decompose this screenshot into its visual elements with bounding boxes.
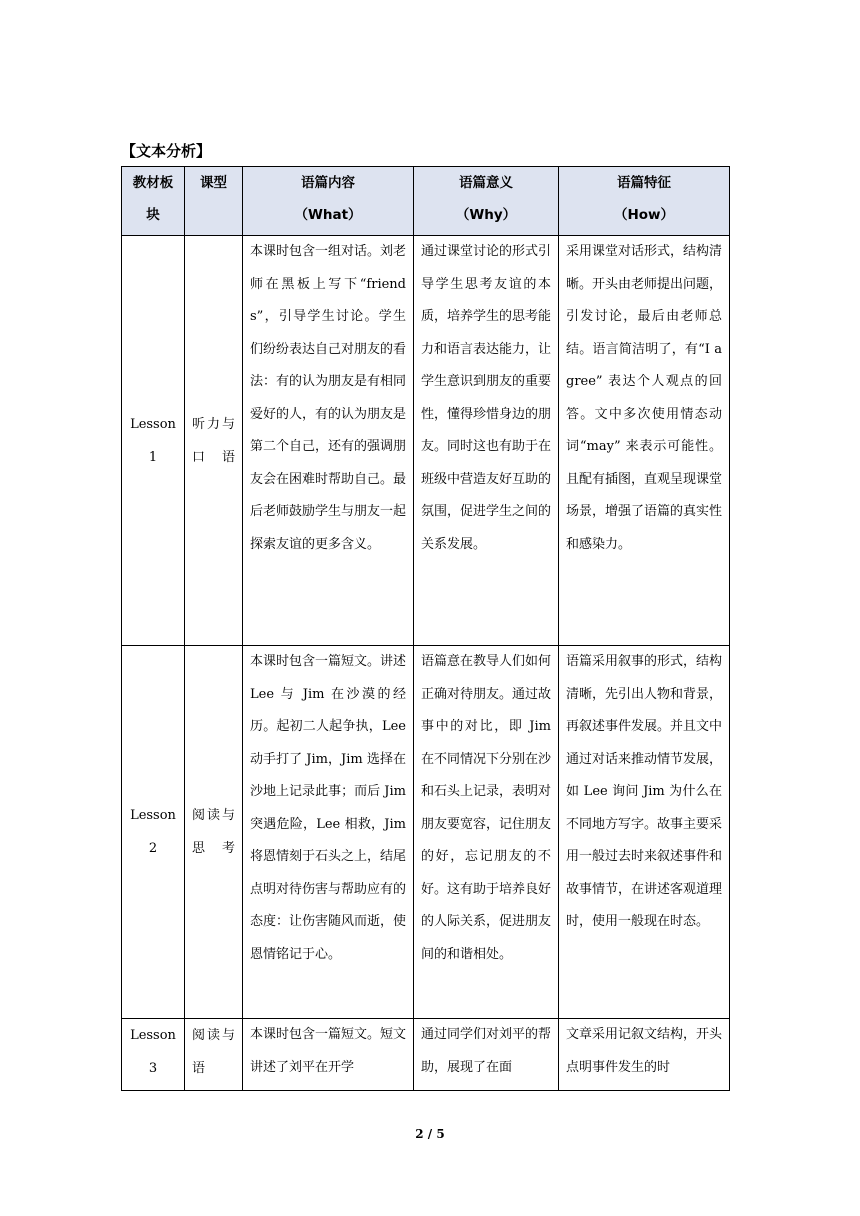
header-lesson-type: 课型 (185, 167, 243, 236)
table-row (122, 236, 730, 646)
how-cell: 文章采用记叙文结构，开头点明事件发生的时 (559, 1019, 730, 1091)
why-cell: 语篇意在教导人们如何正确对待朋友。通过故事中的对比，即 Jim 在不同情况下分别在沙和石头上记录，表明对朋友要宽容，记住朋友的好，忘记朋友的不好。这有助于培养良好的人际关系，促进朋友间的和谐相处。 (414, 646, 559, 1019)
lesson-cell: Lesson 1 (122, 236, 185, 646)
header-why: 语篇意义 （Why） (414, 167, 559, 236)
how-cell: 语篇采用叙事的形式，结构清晰，先引出人物和背景，再叙述事件发展。并且文中通过对话来推动情节发展，如 Lee 询问 Jim 为什么在不同地方写字。故事主要采用一般过去时来叙述事件和故事情节，在讲述客观道理时，使用一般现在时态。 (559, 646, 730, 1019)
lesson-type-cell: 阅读与语 (185, 1019, 243, 1091)
table-header-row (122, 167, 730, 236)
header-module: 教材板 块 (122, 167, 185, 236)
table-row (122, 646, 730, 1019)
what-cell: 本课时包含一篇短文。讲述 Lee 与 Jim 在沙漠的经历。起初二人起争执，Lee 动手打了 Jim，Jim 选择在沙地上记录此事；而后 Jim 突遇危险，Lee 相救，Jim 将恩情刻于石头之上，结尾点明对待伤害与帮助应有的态度：让伤害随风而逝，使恩情铭记于心。 (243, 646, 414, 1019)
what-cell: 本课时包含一组对话。刘老师在黑板上写下“friends”，引导学生讨论。学生们纷纷表达自己对朋友的看法：有的认为朋友是有相同爱好的人，有的认为朋友是第二个自己，还有的强调朋友会在困难时帮助自己。最后老师鼓励学生与朋友一起探索友谊的更多含义。 (243, 236, 414, 646)
page-number: 2 / 5 (415, 1127, 445, 1141)
lesson-type-cell: 阅读与思考 (185, 646, 243, 1019)
why-cell: 通过课堂讨论的形式引导学生思考友谊的本质，培养学生的思考能力和语言表达能力，让学生意识到朋友的重要性，懂得珍惜身边的朋友。同时这也有助于在班级中营造友好互助的氛围，促进学生之间的关系发展。 (414, 236, 559, 646)
lesson-type-cell: 听力与口语 (185, 236, 243, 646)
header-how: 语篇特征 （How） (559, 167, 730, 236)
text-analysis-table (121, 166, 730, 1091)
what-cell: 本课时包含一篇短文。短文讲述了刘平在开学 (243, 1019, 414, 1091)
how-cell: 采用课堂对话形式，结构清晰。开头由老师提出问题，引发讨论，最后由老师总结。语言简洁明了，有“I agree” 表达个人观点的回答。文中多次使用情态动词“may” 来表示可能性。且配有插图，直观呈现课堂场景，增强了语篇的真实性和感染力。 (559, 236, 730, 646)
header-what: 语篇内容 （What） (243, 167, 414, 236)
lesson-cell: Lesson 2 (122, 646, 185, 1019)
section-title: 【文本分析】 (121, 142, 212, 160)
table-row (122, 1019, 730, 1091)
why-cell: 通过同学们对刘平的帮助，展现了在面 (414, 1019, 559, 1091)
lesson-cell: Lesson 3 (122, 1019, 185, 1091)
